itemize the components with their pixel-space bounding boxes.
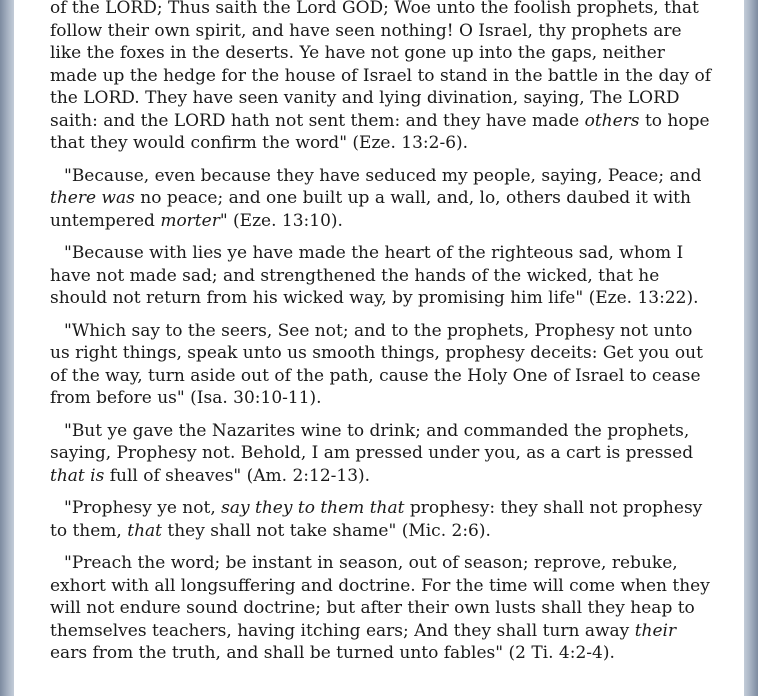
text-segment: " (Eze. 13:10). [219, 210, 343, 231]
italic-text-segment: there was [50, 188, 135, 208]
paragraph [50, 0, 712, 155]
italic-text-segment: morter [160, 210, 220, 231]
paragraph [50, 242, 712, 310]
paragraph [50, 420, 712, 488]
italic-text-segment: their [634, 620, 677, 641]
text-segment: prophesy: they shall not prophesy to them, [50, 498, 703, 541]
text-segment: to hope that they would confirm the word" (Eze. 13:2-6). [50, 110, 710, 153]
text-segment: "Because with lies ye have made the heart of the righteous sad, whom I have not made sad; and strengthened the hands of the wicked, that he should not return from his wicked way, by promising him life" (Eze. 13:22). [50, 243, 699, 308]
document-page [14, 0, 744, 696]
left-window-border [0, 0, 14, 696]
paragraph [50, 165, 712, 233]
text-segment: ears from the truth, and shall be turned unto fables" (2 Ti. 4:2-4). [50, 643, 615, 663]
text-segment: "Because, even because they have seduced my people, saying, Peace; and [64, 165, 702, 186]
paragraph [50, 320, 712, 410]
text-segment: "But ye gave the Nazarites wine to drink; and commanded the prophets, saying, Prophesy not. Behold, I am pressed under you, as a cart is pressed [50, 420, 694, 463]
text-segment: they shall not take shame" (Mic. 2:6). [162, 520, 491, 541]
italic-text-segment: others [584, 110, 640, 131]
italic-text-segment: say they to them that [221, 498, 405, 518]
right-window-border [744, 0, 758, 696]
italic-text-segment: that [127, 520, 162, 541]
text-segment: "Which say to the seers, See not; and to the prophets, Prophesy not unto us right things, speak unto us smooth things, prophesy deceits: Get you out of the way, turn aside out of the path, cause the Holy One of Israel to cease from before us" (Isa. 30:10-11). [50, 320, 703, 408]
text-segment: full of sheaves" (Am. 2:12-13). [104, 465, 371, 486]
text-segment: no peace; and one built up a wall, and, lo, others daubed it with untempered [50, 188, 691, 231]
text-segment: "Prophesy ye not, [64, 498, 222, 518]
paragraph [50, 552, 712, 665]
italic-text-segment: that is [50, 465, 105, 486]
document-body [50, 0, 712, 665]
text-segment: of the LORD; Thus saith the Lord GOD; Woe unto the foolish prophets, that follow their own spirit, and have seen nothing! O Israel, thy prophets are like the foxes in the deserts. Ye have not gone up into the gaps, neither made up the hedge for the house of Israel to stand in the battle in the day of the LORD. They have seen vanity and lying divination, saying, The LORD saith: and the LORD hath not sent them: and they have made [50, 0, 712, 131]
text-segment: "Preach the word; be instant in season, out of season; reprove, rebuke, exhort with all longsuffering and doctrine. For the time will come when they will not endure sound doctrine; but after their own lusts shall they heap to themselves teachers, having itching ears; And they shall turn away [50, 553, 710, 641]
paragraph [50, 497, 712, 542]
